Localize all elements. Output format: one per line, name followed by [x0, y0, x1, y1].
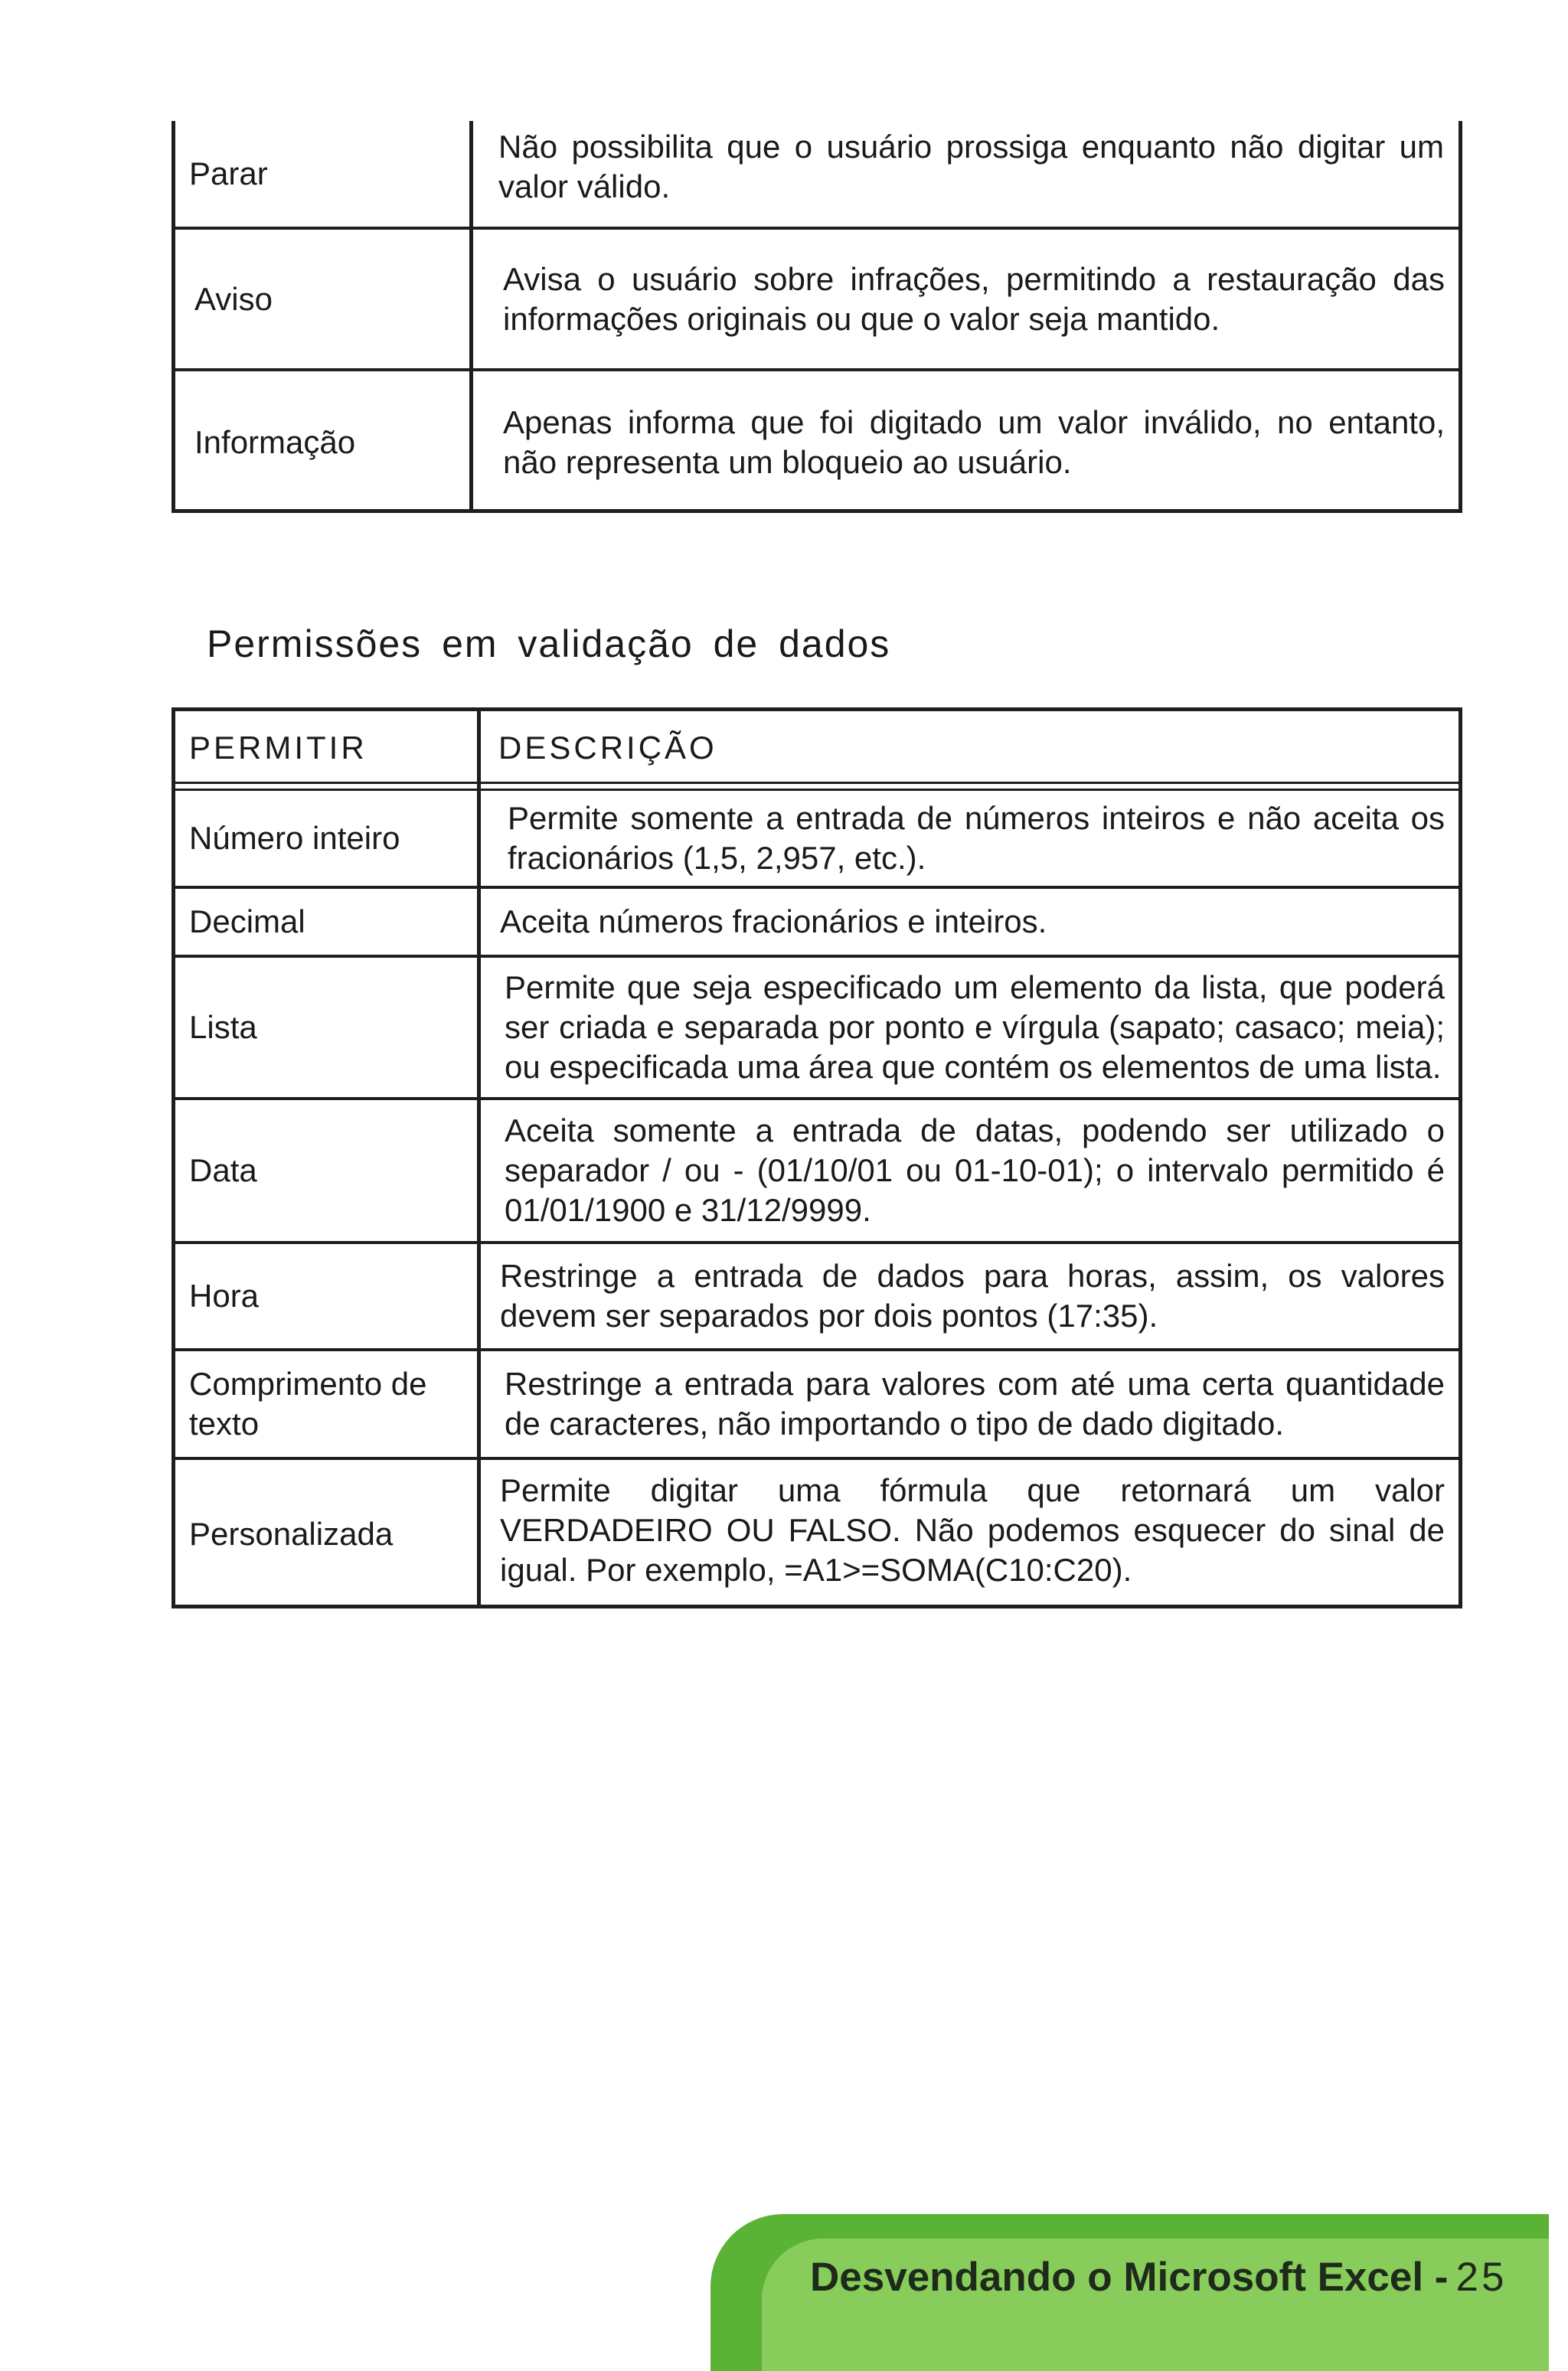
table-row: [175, 955, 1459, 1097]
header-descricao: DESCRIÇÃO: [498, 730, 717, 766]
header-divider: [175, 782, 1459, 784]
description-cell: Avisa o usuário sobre infrações, permitindo a restauração das informações originais ou que o valor seja mantido.: [503, 260, 1445, 337]
description-cell: Apenas informa que foi digitado um valor inválido, no entanto, não representa um bloqueio ao usuário.: [503, 403, 1445, 480]
term-cell: Parar: [189, 155, 268, 191]
description-cell: Permite digitar uma fórmula que retornará um valor VERDADEIRO OU FALSO. Não podemos esquecer do sinal de igual. Por exemplo, =A1>=SOMA(C10:C20).: [500, 1472, 1445, 1588]
page-number: 25: [1455, 2255, 1508, 2300]
description-cell: Restringe a entrada para valores com até uma certa quantidade de caracteres, não importando o tipo de dado digitado.: [505, 1366, 1445, 1442]
footer-title: [810, 2254, 1507, 2301]
description-cell: Não possibilita que o usuário prossiga enquanto não digitar um valor válido.: [498, 129, 1444, 204]
table-row: [175, 121, 1459, 227]
table-row: [175, 791, 1459, 886]
term-cell: Lista: [189, 1009, 257, 1045]
description-cell: Permite somente a entrada de números inteiros e não aceita os fracionários (1,5, 2,957, etc.).: [508, 800, 1445, 876]
table-row: [175, 1348, 1459, 1457]
table-row: [175, 1097, 1459, 1241]
description-cell: Aceita somente a entrada de datas, podendo ser utilizado o separador / ou - (01/10/01 ou 01-10-01); o intervalo permitido é 01/01/1900 e 31/12/9999.: [505, 1112, 1445, 1228]
term-cell: Aviso: [194, 280, 273, 317]
table-row: [175, 886, 1459, 955]
table-row: [175, 368, 1459, 513]
term-cell: Data: [189, 1152, 257, 1188]
table-row: [175, 227, 1459, 368]
description-cell: Restringe a entrada de dados para horas, assim, os valores devem ser separados por dois pontos (17:35).: [500, 1258, 1445, 1334]
data-validation-permissions-table: [172, 707, 1462, 1608]
book-title: Desvendando o Microsoft Excel -: [810, 2255, 1449, 2300]
term-cell: Decimal: [189, 903, 305, 939]
alert-styles-table: [172, 121, 1462, 513]
table-row: [175, 1457, 1459, 1608]
description-cell: Permite que seja especificado um elemento da lista, que poderá ser criada e separada por ponto e vírgula (sapato; casaco; meia); ou especificada uma área que contém os elementos de uma lista.: [505, 969, 1445, 1085]
term-cell: Personalizada: [189, 1516, 394, 1552]
term-cell: Informação: [194, 423, 356, 460]
term-cell: Comprimento de texto: [189, 1366, 427, 1442]
table-header-row: [175, 711, 1459, 784]
term-cell: Hora: [189, 1278, 260, 1314]
header-permitir: PERMITIR: [189, 730, 368, 766]
term-cell: Número inteiro: [189, 820, 400, 856]
section-title: Permissões em validação de dados: [207, 622, 891, 665]
table-row: [175, 1241, 1459, 1348]
description-cell: Aceita números fracionários e inteiros.: [500, 903, 1047, 939]
